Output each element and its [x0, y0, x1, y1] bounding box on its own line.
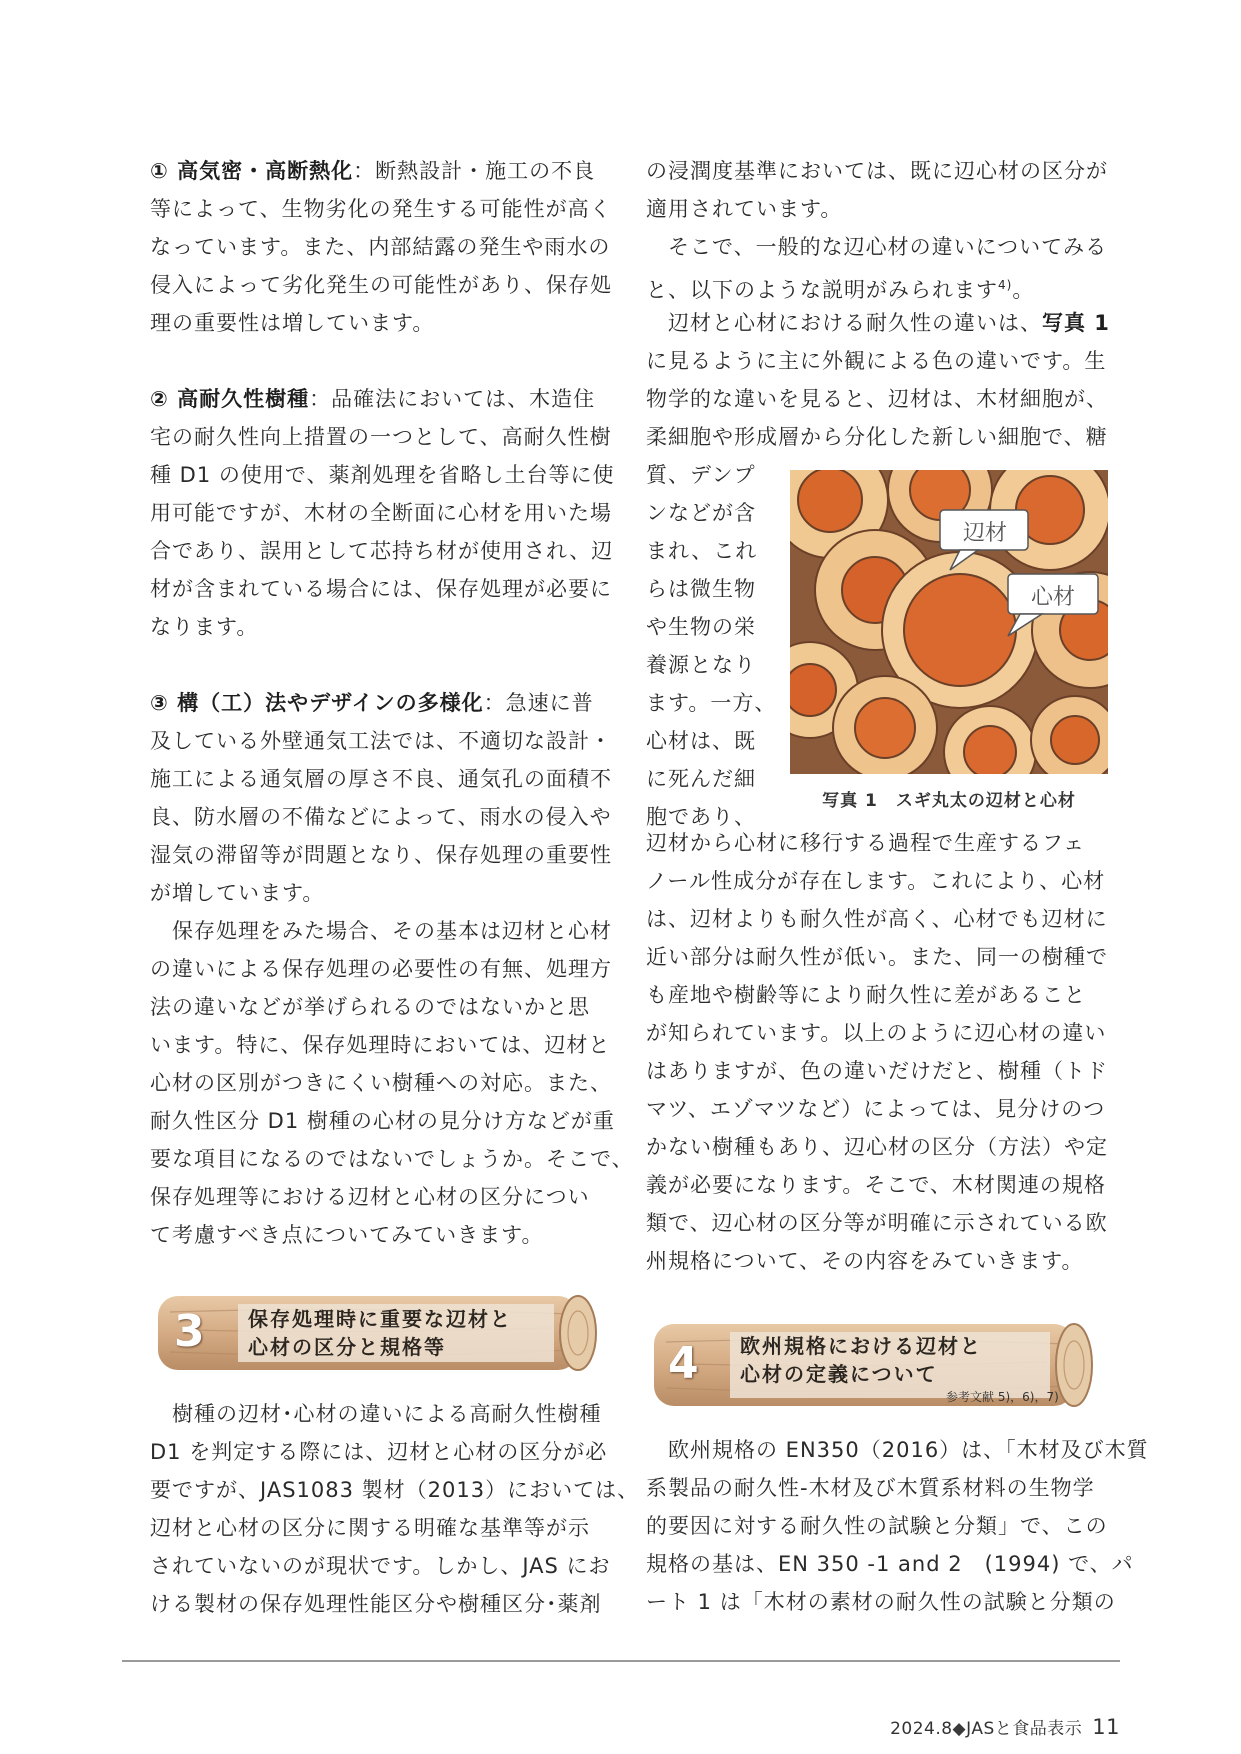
paragraph-line: なっています。また、内部結露の発生や雨水の — [150, 235, 611, 259]
paragraph-line: います。特に、保存処理時においては、辺材と — [150, 1033, 611, 1057]
paragraph-line: はありますが、色の違いだけだと、樹種（トド — [646, 1059, 1108, 1083]
paragraph-line: そこで、一般的な辺心材の違いについてみる — [646, 235, 1108, 259]
page-number: 11 — [1092, 1715, 1120, 1739]
item-heading: ③ 構（工）法やデザインの多様化 — [150, 691, 484, 715]
references-note: 参考文献 5)，6)，7) — [946, 1390, 1059, 1404]
paragraph-line: 州規格について、その内容をみていきます。 — [646, 1249, 1084, 1273]
paragraph-line: 辺材と心材における耐久性の違いは、写真 1 — [646, 311, 1110, 335]
paragraph-line: 柔細胞や形成層から分化した新しい細胞で、糖 — [646, 425, 1108, 449]
paragraph-line: 辺材と心材の区分に関する明確な基準等が示 — [150, 1516, 590, 1540]
paragraph-line: 要ですが、JAS1083 製材（2013）においては、 — [150, 1478, 640, 1502]
right-column-middle — [646, 824, 1116, 1280]
section-title: 保存処理時に重要な辺材と 心材の区分と規格等 — [248, 1307, 512, 1359]
paragraph-line: かない樹種もあり、辺心材の区分（方法）や定 — [646, 1135, 1108, 1159]
paragraph-line: て考慮すべき点についてみていきます。 — [150, 1223, 544, 1247]
paragraph-line: 種 D1 の使用で、薬剤処理を省略し土台等に使 — [150, 463, 615, 487]
paragraph-line: の違いによる保存処理の必要性の有無、処理方 — [150, 957, 612, 981]
paragraph-line: 施工による通気層の厚さ不良、通気孔の面積不 — [150, 767, 612, 791]
left-column — [150, 152, 634, 1254]
diamond-icon: ◆ — [952, 1719, 967, 1739]
paragraph-line: が知られています。以上のように辺心材の違い — [646, 1021, 1107, 1045]
footer-divider — [122, 1660, 1120, 1662]
paragraph-line: も産地や樹齢等により耐久性に差があること — [646, 983, 1086, 1007]
paragraph-line: 物学的な違いを見ると、辺材は、木材細胞が、 — [646, 387, 1108, 411]
photo-reference: 写真 1 — [1042, 311, 1110, 335]
paragraph-line: 保存処理をみた場合、その基本は辺材と心材 — [150, 919, 612, 943]
paragraph-line: 材が含まれている場合には、保存処理が必要に — [150, 577, 612, 601]
paragraph-line: 樹種の辺材･心材の違いによる高耐久性樹種 — [150, 1402, 602, 1426]
paragraph-line: 保存処理等における辺材と心材の区分につい — [150, 1185, 590, 1209]
paragraph-line: 法の違いなどが挙げられるのではないかと思 — [150, 995, 590, 1019]
paragraph-line: 用可能ですが、木材の全断面に心材を用いた場 — [150, 501, 612, 525]
paragraph-line: 規格の基は、EN 350 -1 and 2 (1994) で、パ — [646, 1552, 1134, 1576]
paragraph-line: ② 高耐久性樹種：品確法においては、木造住 — [150, 387, 596, 411]
paragraph-line: 的要因に対する耐久性の試験と分類」で、この — [646, 1514, 1108, 1538]
paragraph-line: D1 を判定する際には、辺材と心材の区分が必 — [150, 1440, 608, 1464]
paragraph-line: 耐久性区分 D1 樹種の心材の見分け方などが重 — [150, 1109, 615, 1133]
item-heading: ② 高耐久性樹種 — [150, 387, 310, 411]
paragraph-line: が増しています。 — [150, 881, 325, 905]
paragraph-line: ノール性成分が存在します。これにより、心材 — [646, 869, 1106, 893]
paragraph-line: 湿気の滞留等が問題となり、保存処理の重要性 — [150, 843, 612, 867]
section-4-banner — [646, 1318, 1096, 1414]
paragraph-line: ート 1 は「木材の素材の耐久性の試験と分類の — [646, 1590, 1116, 1614]
paragraph-line: は、辺材よりも耐久性が高く、心材でも辺材に — [646, 907, 1108, 931]
paragraph-line: 心材の区別がつきにくい樹種への対応。また、 — [150, 1071, 612, 1095]
photo-caption: 写真 1 スギ丸太の辺材と心材 — [822, 791, 1076, 811]
reference-marker: 4) — [998, 278, 1013, 292]
section-number: 4 — [668, 1338, 699, 1389]
paragraph-line: の浸潤度基準においては、既に辺心材の区分が — [646, 159, 1108, 183]
paragraph-line: マツ、エゾマツなど）によっては、見分けのつ — [646, 1097, 1106, 1121]
paragraph-line: 侵入によって劣化発生の可能性があり、保存処 — [150, 273, 612, 297]
paragraph-line: 辺材から心材に移行する過程で生産するフェ — [646, 831, 1085, 855]
sapwood-label: 辺材 — [962, 521, 1007, 546]
paragraph-line: 宅の耐久性向上措置の一つとして、高耐久性樹 — [150, 425, 612, 449]
paragraph-line: 及している外壁通気工法では、不適切な設計・ — [150, 729, 612, 753]
section-number: 3 — [174, 1306, 205, 1357]
page-footer — [890, 1714, 1120, 1739]
left-column-bottom — [150, 1395, 640, 1623]
paragraph-line: と、以下のような説明がみられます$^{4)}$。 — [646, 278, 1035, 302]
paragraph-line: 類で、辺心材の区分等が明確に示されている欧 — [646, 1211, 1108, 1235]
paragraph-line: ける製材の保存処理性能区分や樹種区分･薬剤 — [150, 1592, 602, 1616]
paragraph-line: に見るように主に外観による色の違いです。生 — [646, 349, 1107, 373]
paragraph-line: 等によって、生物劣化の発生する可能性が高く — [150, 197, 612, 221]
magazine-name: JASと食品表示 — [966, 1719, 1083, 1739]
paragraph-line: 良、防水層の不備などによって、雨水の侵入や — [150, 805, 612, 829]
heartwood-label: 心材 — [1030, 585, 1075, 610]
paragraph-line: 合であり、誤用として芯持ち材が使用され、辺 — [150, 539, 614, 563]
paragraph-line: 近い部分は耐久性が低い。また、同一の樹種で — [646, 945, 1108, 969]
section-3-banner — [150, 1290, 600, 1376]
issue-date: 2024.8 — [890, 1719, 953, 1739]
paragraph-line: ① 高気密・高断熱化：断熱設計・施工の不良 — [150, 159, 596, 183]
photo-cedar-logs — [790, 470, 1108, 774]
paragraph-line: 義が必要になります。そこで、木材関連の規格 — [646, 1173, 1106, 1197]
paragraph-line: 要な項目になるのではないでしょうか。そこで、 — [150, 1147, 634, 1171]
paragraph-line: ③ 構（工）法やデザインの多様化：急速に普 — [150, 691, 594, 715]
item-heading: ① 高気密・高断熱化 — [150, 159, 354, 183]
paragraph-line: されていないのが現状です。しかし、JAS にお — [150, 1554, 611, 1578]
log-pile-image — [790, 470, 1108, 774]
wrapped-text: 質、デンプ ンなどが含 まれ、これ らは微生物 や生物の栄 養源となり ます。一方、 心材は、既 に死んだ細 胞であり、 — [646, 463, 777, 829]
paragraph-line: 欧州規格の EN350（2016）は、「木材及び木質 — [646, 1438, 1149, 1462]
right-column-bottom — [646, 1431, 1149, 1621]
paragraph-line: なります。 — [150, 615, 259, 639]
paragraph-line: 系製品の耐久性-木材及び木質系材料の生物学 — [646, 1476, 1095, 1500]
paragraph-line: 理の重要性は増しています。 — [150, 311, 435, 335]
section-title: 欧州規格における辺材と 心材の定義について — [740, 1334, 982, 1386]
paragraph-line: 適用されています。 — [646, 197, 843, 221]
